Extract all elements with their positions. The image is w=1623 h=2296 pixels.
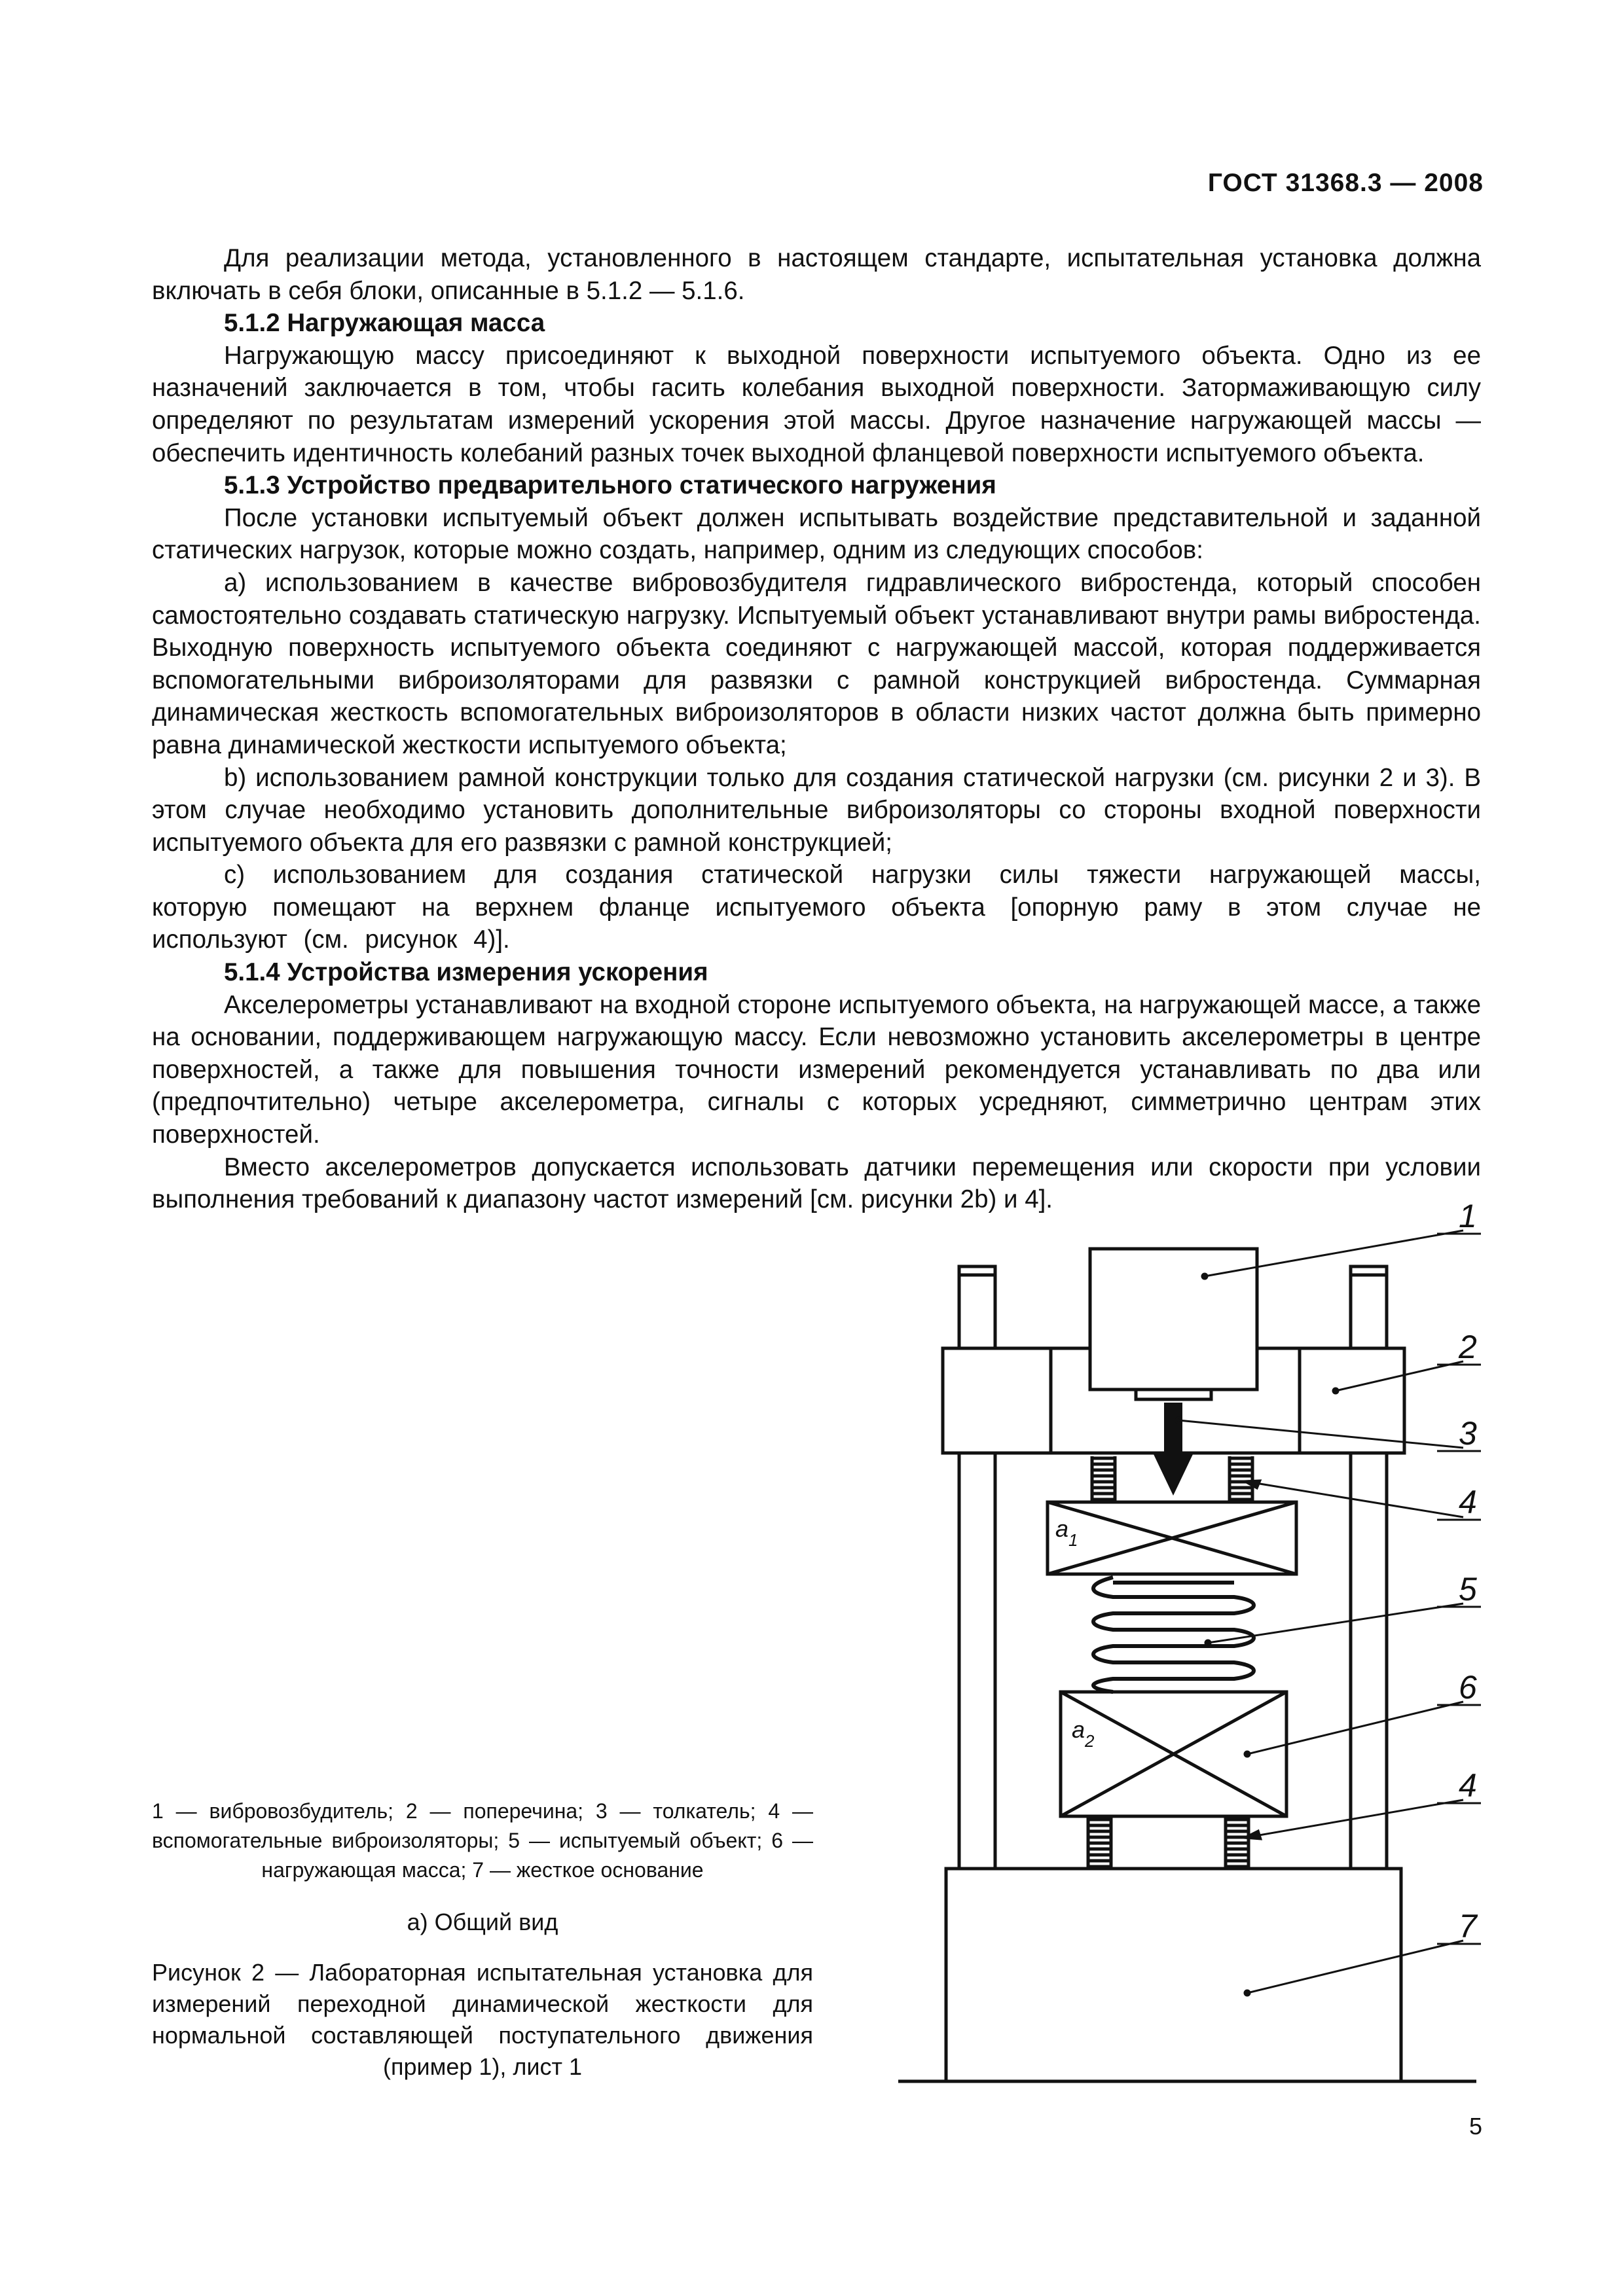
section-5-1-2-paragraph: Нагружающую массу присоединяют к выходной поверхности испытуемого объекта. Одно из ее назначений заключается в том, чтобы гасить колебания выходной поверхности. Затормаживающую силу определяют по результатам измерений ускорения этой массы. Другое назначение нагружающей массы — обеспечить идентичность колебаний разных точек выходной фланцевой поверхности испытуемого объекта. xyxy=(152,341,1481,467)
figure-caption: Рисунок 2 — Лабораторная испытательная установка для измерений переходной динамической жесткости для нормальной составляющей поступательного движения (пример 1), лист 1 xyxy=(152,1959,813,2080)
document-code: ГОСТ 31368.3 — 2008 xyxy=(1207,169,1484,197)
rigid-base xyxy=(946,1869,1401,2081)
intro-paragraph: Для реализации метода, установленного в настоящем стандарте, испытательная установка должна включать в себя блоки, описанные в 5.1.2 — 5.1.6. xyxy=(152,244,1481,305)
callout-7: 7 xyxy=(1459,1908,1477,1945)
left-column xyxy=(959,1453,995,1869)
figure-subcaption: а) Общий вид xyxy=(407,1909,558,1935)
svg-text:a2 xyxy=(1072,1716,1095,1751)
callout-4-top: 4 xyxy=(1459,1484,1477,1520)
test-rig-diagram xyxy=(877,1172,1499,2101)
mass-label-a1-sub: 1 xyxy=(1068,1530,1078,1550)
callout-5: 5 xyxy=(1459,1571,1477,1607)
pusher-arrow xyxy=(1154,1403,1193,1496)
page-number: 5 xyxy=(1468,2113,1482,2140)
item-b-paragraph: b) использованием рамной конструкции только для создания статической нагрузки (см. рисунки 2 и 3). В этом случае необходимо установить дополнительные виброизоляторы со стороны входной поверхности испытуемого объекта для его развязки с рамной конструкцией; xyxy=(152,763,1481,857)
main-text xyxy=(152,242,1481,1216)
callout-3: 3 xyxy=(1459,1415,1477,1452)
item-a-paragraph: а) использованием в качестве вибровозбудителя гидравлического вибростенда, который способен самостоятельно создавать статическую нагрузку. Испытуемый объект устанавливают внутри рамы вибростенда. Выходную поверхность испытуемого объекта соединяют с нагружающей массой, которая поддерживается вспомогательными виброизоляторами для развязки с рамной конструкцией вибростенда. Суммарная динамическая жесткость вспомогательных виброизоляторов в области низких частот должна быть примерно равна динамической жесткости испытуемого объекта; xyxy=(152,568,1481,759)
aux-isolators-bottom xyxy=(1088,1818,1249,1869)
test-object-spring xyxy=(1093,1577,1254,1692)
mass-label-a2: a xyxy=(1072,1716,1085,1743)
right-post-top xyxy=(1351,1266,1387,1348)
callout-2: 2 xyxy=(1459,1329,1477,1365)
section-5-1-3-heading: 5.1.3 Устройство предварительного статического нагружения xyxy=(224,471,996,500)
callout-4-bottom: 4 xyxy=(1459,1767,1477,1804)
right-column xyxy=(1351,1453,1387,1869)
callout-1: 1 xyxy=(1459,1198,1477,1234)
mass-label-a2-sub: 2 xyxy=(1085,1731,1095,1751)
section-5-1-2-heading: 5.1.2 Нагружающая масса xyxy=(224,309,545,338)
figure-caption-block xyxy=(152,1797,813,2083)
section-5-1-4-paragraph-2: Вместо акселерометров допускается использовать датчики перемещения или скорости при условии выполнения требований к диапазону частот измерений [см. рисунки 2b) и 4]. xyxy=(152,1153,1481,1214)
item-c-paragraph: с) использованием для создания статической нагрузки силы тяжести нагружающей массы, которую помещают на верхнем фланце испытуемого объекта [опорную раму в этом случае не используют (см. рисунок 4)]. xyxy=(152,861,1481,954)
figure-legend: 1 — вибровозбудитель; 2 — поперечина; 3 — толкатель; 4 — вспомогательные виброизоляторы; 5 — испытуемый объект; 6 — нагружающая масса; 7 — жесткое основание xyxy=(152,1799,813,1882)
section-5-1-4-paragraph-1: Акселерометры устанавливают на входной стороне испытуемого объекта, на нагружающей массе, а также на основании, поддерживающем нагружающую массу. Если невозможно установить акселерометры в центре поверхностей, а также для повышения точности измерений рекомендуется устанавливать по два или (предпочтительно) четыре акселерометра, сигналы с которых усредняют, симметрично центрам этих поверхностей. xyxy=(152,990,1481,1149)
section-5-1-4-heading: 5.1.4 Устройства измерения ускорения xyxy=(224,958,708,987)
vibration-exciter xyxy=(1090,1249,1257,1390)
callout-6: 6 xyxy=(1459,1669,1477,1706)
mass-label-a1: a xyxy=(1055,1515,1069,1542)
left-post-top xyxy=(959,1266,995,1348)
section-5-1-3-paragraph: После установки испытуемый объект должен испытывать воздействие представительной и заданной статических нагрузок, которые можно создать, например, одним из следующих способов: xyxy=(152,503,1481,565)
svg-text:a1 xyxy=(1055,1515,1078,1550)
